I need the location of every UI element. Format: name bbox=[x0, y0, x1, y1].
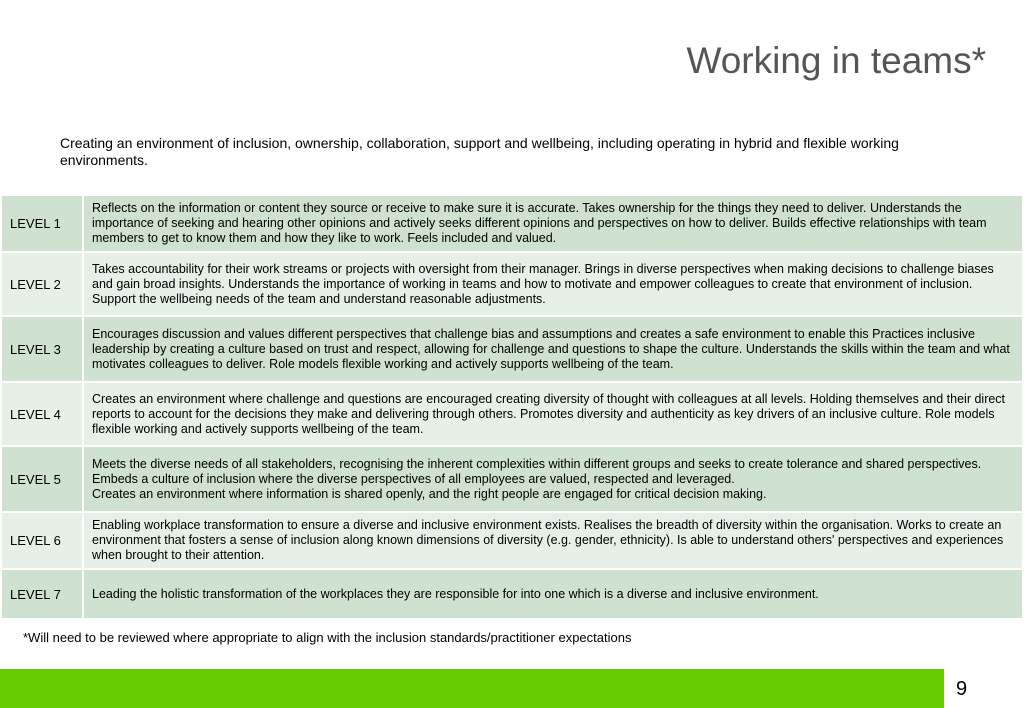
levels-table bbox=[0, 194, 1024, 620]
level-row-3 bbox=[1, 316, 1023, 382]
intro-text: Creating an environment of inclusion, ownership, collaboration, support and wellbeing, including operating in hybrid and flexible working environments. bbox=[60, 135, 899, 168]
level-row-4 bbox=[1, 382, 1023, 446]
level-row-7 bbox=[1, 569, 1023, 619]
page-number: 9 bbox=[956, 678, 968, 700]
level-description: Encourages discussion and values different perspectives that challenge bias and assumptions and creates a safe environment to enable this Practices inclusive leadership by creating a culture based on trust and respect, allowing for challenge and questions to shape the culture. Understands the skills within the team and what motivates colleagues to deliver. Role models flexible working and actively supports wellbeing of the team. bbox=[83, 316, 1023, 382]
level-label: LEVEL 4 bbox=[1, 382, 83, 446]
level-label: LEVEL 5 bbox=[1, 446, 83, 512]
level-description: Takes accountability for their work streams or projects with oversight from their manager. Brings in diverse perspectives when making decisions to challenge biases and gain broad insights. Understands the importance of working in teams and how to motivate and empower colleagues to create that environment of inclusion. Support the wellbeing needs of the team and understand reasonable adjustments. bbox=[83, 252, 1023, 316]
level-description: Enabling workplace transformation to ensure a diverse and inclusive environment exists. Realises the breadth of diversity within the organisation. Works to create an environment that fosters a sense of inclusion along known dimensions of diversity (e.g. gender, ethnicity). Is able to understand others' perspectives and experiences when brought to their attention. bbox=[83, 512, 1023, 569]
footnote: *Will need to be reviewed where appropriate to align with the inclusion standards/practitioner expectations bbox=[23, 630, 632, 645]
level-description: Reflects on the information or content they source or receive to make sure it is accurate. Takes ownership for the things they need to deliver. Understands the importance of seeking and hearing other opinions and actively seeks different opinions and perspectives on how to deliver. Builds effective relationships with team members to get to know them and how they like to work. Feels included and valued. bbox=[83, 195, 1023, 252]
level-row-2 bbox=[1, 252, 1023, 316]
level-row-5 bbox=[1, 446, 1023, 512]
level-description: Meets the diverse needs of all stakeholders, recognising the inherent complexities within different groups and seeks to create tolerance and shared perspectives. Embeds a culture of inclusion where the diverse perspectives of all employees are valued, respected and leveraged. Creates an environment where information is shared openly, and the right people are engaged for critical decision making. bbox=[83, 446, 1023, 512]
footer-bar bbox=[0, 669, 944, 708]
level-label: LEVEL 2 bbox=[1, 252, 83, 316]
level-description: Leading the holistic transformation of the workplaces they are responsible for into one which is a diverse and inclusive environment. bbox=[83, 569, 1023, 619]
level-label: LEVEL 3 bbox=[1, 316, 83, 382]
level-label: LEVEL 6 bbox=[1, 512, 83, 569]
level-label: LEVEL 7 bbox=[1, 569, 83, 619]
level-label: LEVEL 1 bbox=[1, 195, 83, 252]
level-row-6 bbox=[1, 512, 1023, 569]
page-title: Working in teams* bbox=[686, 40, 986, 81]
level-row-1 bbox=[1, 195, 1023, 252]
level-description: Creates an environment where challenge and questions are encouraged creating diversity of thought with colleagues at all levels. Holding themselves and their direct reports to account for the decisions they make and delivering through others. Promotes diversity and authenticity as key drivers of an inclusive culture. Role models flexible working and actively supports wellbeing of the team. bbox=[83, 382, 1023, 446]
